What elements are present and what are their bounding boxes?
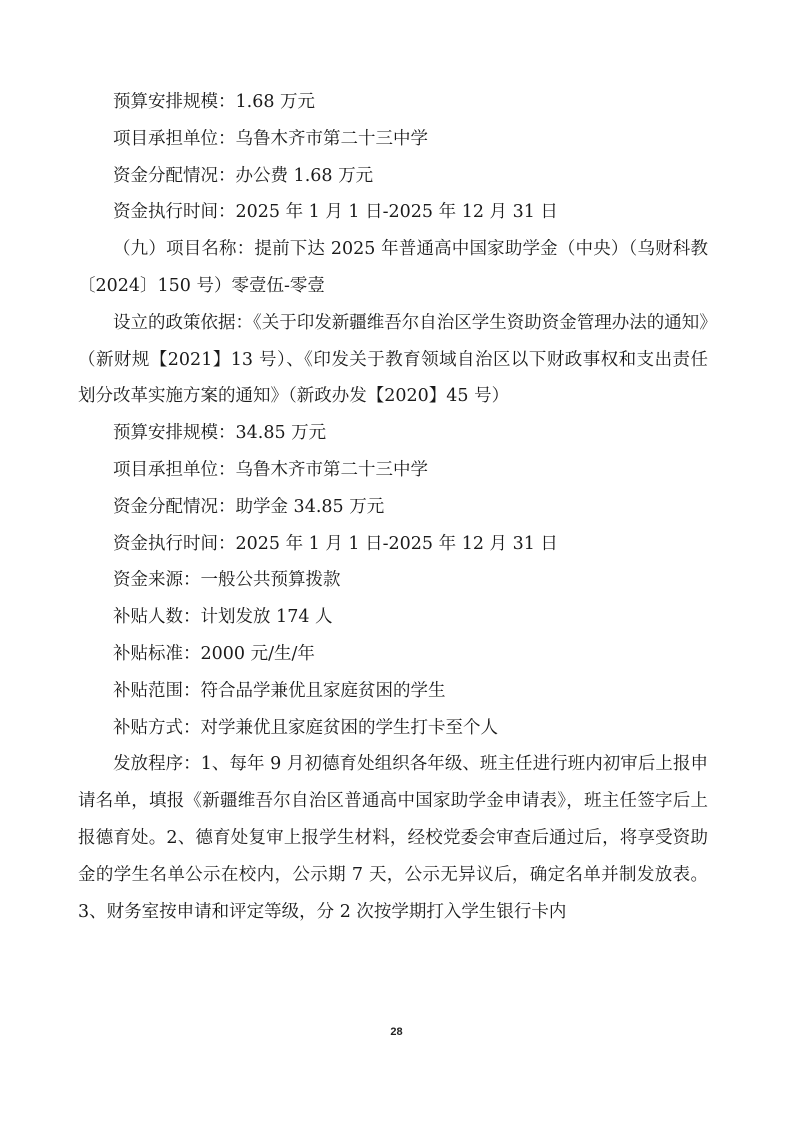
- execution-time-2: 资金执行时间：2025 年 1 月 1 日-2025 年 12 月 31 日: [113, 533, 558, 554]
- subsidy-count: 补贴人数：计划发放 174 人: [113, 607, 333, 628]
- subsidy-standard: 补贴标准：2000 元/生/年: [113, 643, 315, 664]
- fund-source: 资金来源：一般公共预算拨款: [113, 570, 341, 591]
- execution-time-1: 资金执行时间：2025 年 1 月 1 日-2025 年 12 月 31 日: [113, 202, 558, 223]
- budget-scale-2: 预算安排规模：34.85 万元: [113, 423, 327, 444]
- subsidy-scope: 补贴范围：符合品学兼优且家庭贫困的学生: [113, 680, 446, 701]
- budget-scale-1: 预算安排规模：1.68 万元: [113, 92, 316, 112]
- document-body: [78, 84, 708, 930]
- fund-allocation-2: 资金分配情况：助学金 34.85 万元: [113, 496, 385, 517]
- project-title-9: （九）项目名称：提前下达 2025 年普通高中国家助学金（中央）（乌财科教〔2024〕150 号）零壹伍-零壹: [78, 239, 708, 296]
- undertaking-unit-1: 项目承担单位：乌鲁木齐市第二十三中学: [113, 128, 428, 149]
- distribution-procedure: 发放程序：1、每年 9 月初德育处组织各年级、班主任进行班内初审后上报申请名单，填报《新疆维吾尔自治区普通高中国家助学金申请表》，班主任签字后上报德育处。2、德育处复审上报学生材料，经校党委会审查后通过后，将享受资助金的学生名单公示在校内，公示期 7 天，公示无异议后，确定名单并制发放表。3、财务室按申请和评定等级，分 2 次按学期打入学生银行卡内: [78, 754, 708, 922]
- subsidy-method: 补贴方式：对学兼优且家庭贫困的学生打卡至个人: [113, 717, 498, 738]
- policy-basis: 设立的政策依据：《关于印发新疆维吾尔自治区学生资助资金管理办法的通知》（新财规【2021】13 号）、《印发关于教育领域自治区以下财政事权和支出责任划分改革实施方案的通知》（新政办发【2020】45 号）: [78, 312, 708, 407]
- fund-allocation-1: 资金分配情况：办公费 1.68 万元: [113, 165, 374, 186]
- undertaking-unit-2: 项目承担单位：乌鲁木齐市第二十三中学: [113, 459, 428, 480]
- page-number: 28: [390, 1026, 403, 1038]
